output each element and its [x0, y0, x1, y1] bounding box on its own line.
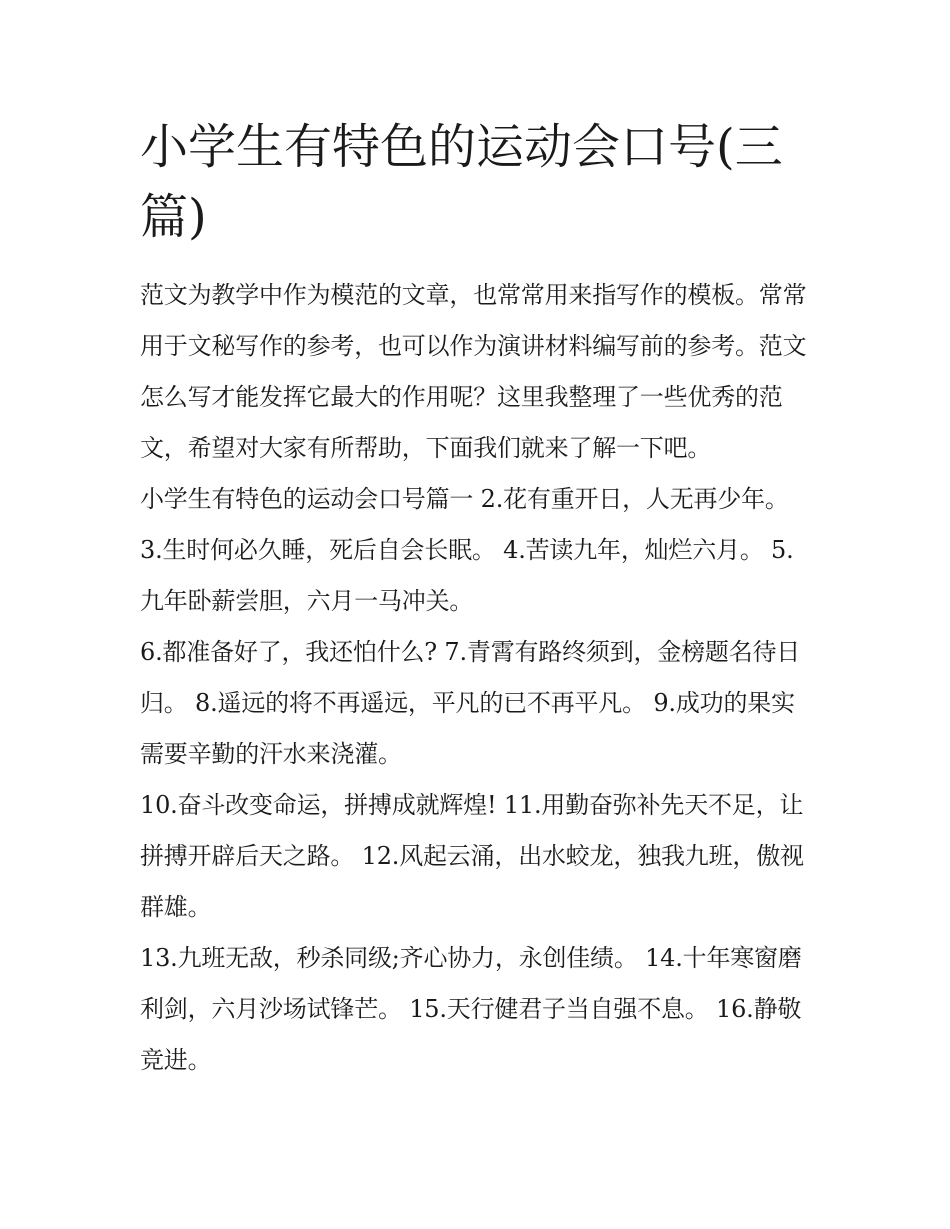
slogan-paragraph: 13.九班无敌，秒杀同级;齐心协力，永创佳绩。 14.十年寒窗磨利剑，六月沙场试锋芒。 15.天行健君子当自强不息。 16.静敬竞进。: [140, 944, 802, 1074]
document-body: [140, 270, 812, 1086]
intro-paragraph: 范文为教学中作为模范的文章，也常常用来指写作的模板。常常用于文秘写作的参考，也可以作为演讲材料编写前的参考。范文怎么写才能发挥它最大的作用呢？这里我整理了一些优秀的范文，希望对大家有所帮助，下面我们就来了解一下吧。: [140, 281, 807, 462]
document-title: 小学生有特色的运动会口号(三篇): [140, 119, 783, 245]
slogan-paragraph: 6.都准备好了，我还怕什么? 7.青霄有路终须到，金榜题名待日归。 8.遥远的将不再遥远，平凡的已不再平凡。 9.成功的果实需要辛勤的汗水来浇灌。: [140, 638, 801, 768]
slogan-paragraph: 小学生有特色的运动会口号篇一 2.花有重开日，人无再少年。 3.生时何必久睡，死后自会长眠。 4.苦读九年，灿烂六月。 5.九年卧薪尝胆，六月一马冲关。: [140, 485, 794, 615]
document-page: [140, 112, 812, 1086]
slogan-paragraph: 10.奋斗改变命运，拼搏成就辉煌! 11.用勤奋弥补先天不足，让拼搏开辟后天之路。 12.风起云涌，出水蛟龙，独我九班，傲视群雄。: [140, 791, 804, 921]
